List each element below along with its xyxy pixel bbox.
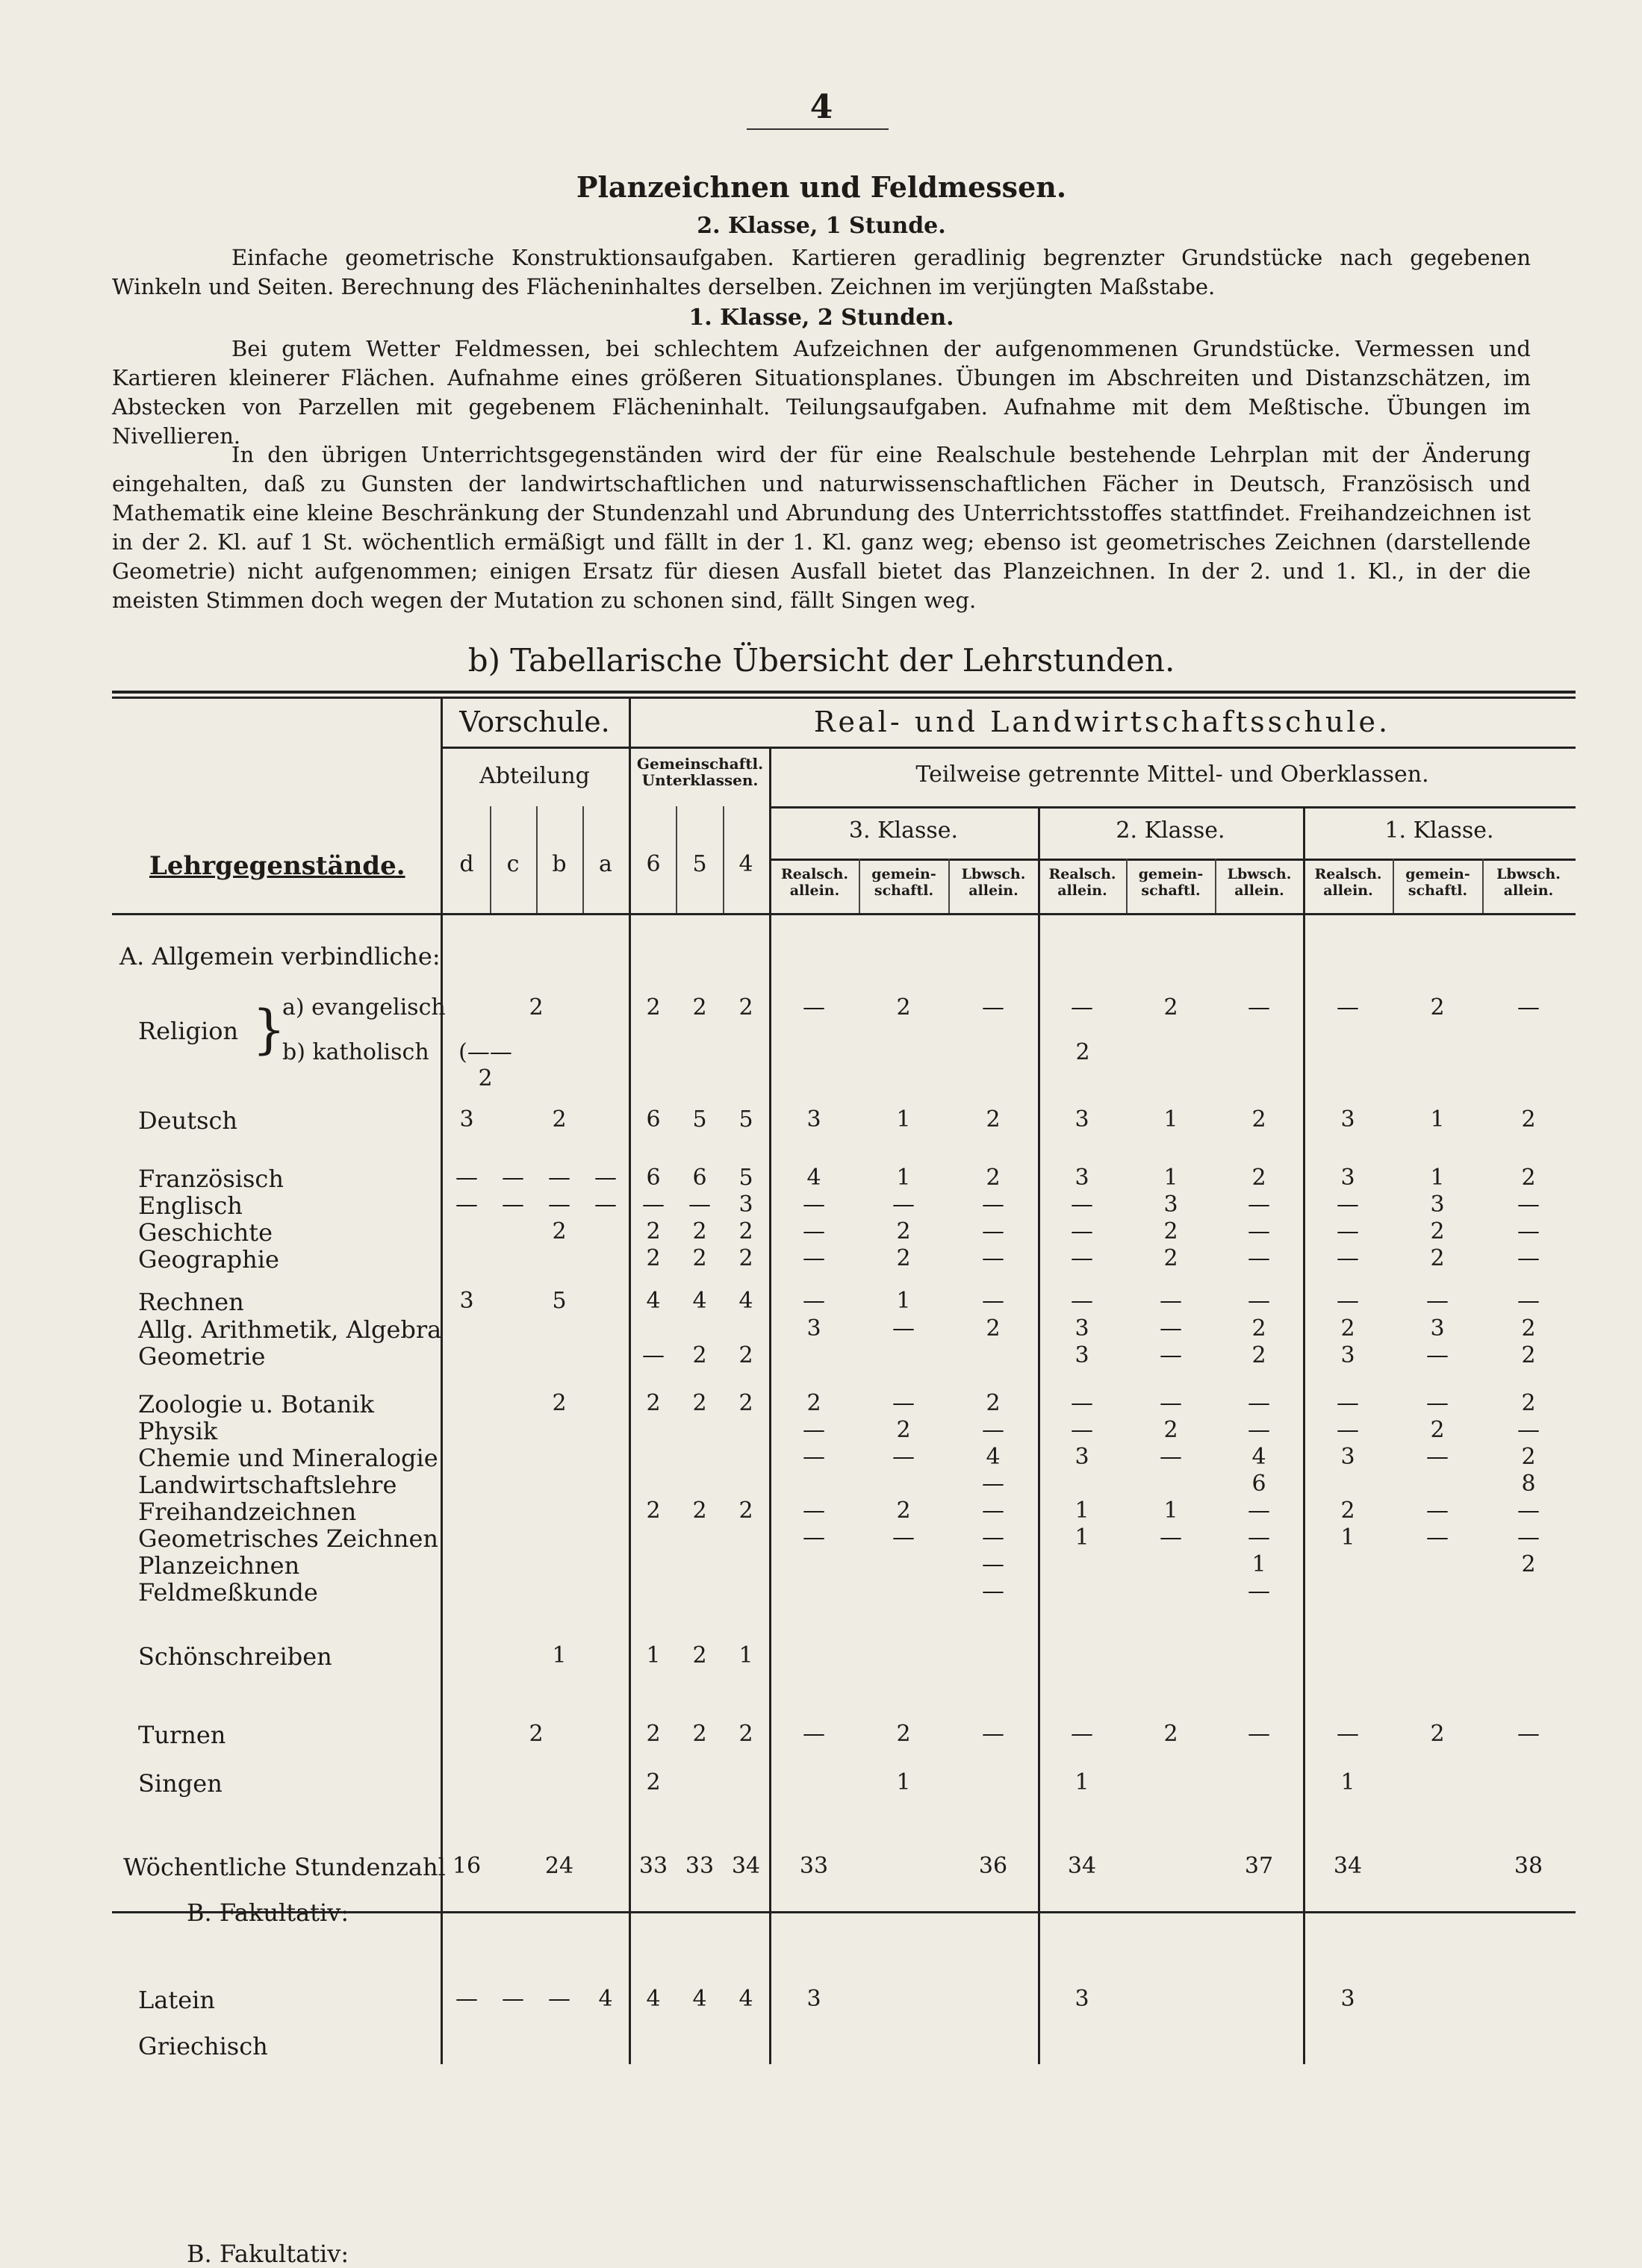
table-cell: 3 — [806, 1106, 821, 1133]
table-cell: — — [982, 1417, 1004, 1443]
table-cell: — — [502, 1165, 524, 1191]
klasse2-heading: 2. Klasse. — [1116, 817, 1225, 844]
table-cell: — — [1426, 1498, 1449, 1524]
table-cell: 2 — [896, 994, 911, 1021]
table-cell: 2 — [646, 1769, 661, 1795]
table-cell: — — [982, 1245, 1004, 1271]
table-cell: 2 — [692, 1245, 707, 1271]
table-cell: 3 — [1075, 1444, 1089, 1470]
table-cell: — — [1071, 1288, 1093, 1314]
table-cell: 4 — [646, 1986, 661, 2012]
table-cell: 3 — [1075, 1106, 1089, 1133]
table-cell: 2 — [738, 1245, 753, 1271]
table-cell: 2 — [1430, 1417, 1445, 1443]
subject-chemie: Chemie und Mineralogie — [138, 1444, 438, 1472]
table-cell: 2 — [1521, 1444, 1536, 1470]
table-cell: 2 — [738, 994, 753, 1021]
table-cell: 1 — [1075, 1769, 1089, 1795]
k1-gemein: gemein- schaftl. — [1405, 866, 1470, 899]
subject-singen: Singen — [138, 1769, 223, 1798]
subject-zoologie: Zoologie u. Botanik — [138, 1390, 374, 1418]
table-cell: 2 — [552, 1106, 567, 1133]
table-cell: 1 — [1251, 1551, 1266, 1577]
table-cell: 2 — [692, 1642, 707, 1669]
table-cell: — — [594, 1165, 617, 1191]
table-cell: — — [803, 994, 825, 1021]
table-cell: — — [1337, 994, 1359, 1021]
table-cell: 2 — [692, 1721, 707, 1747]
table-cell: 1 — [1430, 1165, 1445, 1191]
table-cell: 6 — [692, 1165, 707, 1191]
table-title: b) Tabellarische Übersicht der Lehrstunden. — [467, 642, 1175, 679]
table-cell: — — [803, 1524, 825, 1551]
table-cell: — — [1160, 1342, 1182, 1368]
table-cell: 2 — [1163, 1721, 1178, 1747]
table-cell: — — [1337, 1288, 1359, 1314]
class1-text: Bei gutem Wetter Feldmessen, bei schlechtem Aufzeichnen der aufgenommenen Grundstücke. Vermessen und Kartieren kleinerer Flächen. Aufnahme eines größeren Situationsplanes. Übungen im Abschreiten und Distanzschätzen, im Abstecken von Parzellen mit gegebenem Flächeninhalt. Teilungsaufgaben. Aufnahme mit dem Meßtische. Übungen im Nivellieren. — [112, 336, 1531, 449]
table-cell: — — [1160, 1444, 1182, 1470]
table-cell: 3 — [806, 1986, 821, 2012]
realschule-heading: Real- und Landwirtschaftsschule. — [813, 705, 1391, 738]
table-cell: 2 — [738, 1721, 753, 1747]
table-cell: 4 — [692, 1986, 707, 2012]
k2-gemein: gemein- schaftl. — [1138, 866, 1204, 899]
table-cell: — — [982, 1721, 1004, 1747]
table-cell: — — [982, 1551, 1004, 1577]
table-cell: — — [1517, 1721, 1540, 1747]
table-cell: 37 — [1244, 1853, 1274, 1879]
col-d: d — [459, 851, 474, 877]
subject-landwirtschaft: Landwirtschaftslehre — [138, 1471, 397, 1499]
table-cell: — — [803, 1288, 825, 1314]
table-cell: — — [803, 1245, 825, 1271]
class1-heading: 1. Klasse, 2 Stunden. — [688, 305, 954, 331]
table-cell: 2 — [896, 1218, 911, 1244]
table-cell: 2 — [986, 1390, 1001, 1416]
table-cell: — — [1248, 1721, 1270, 1747]
table-cell: — — [1071, 1417, 1093, 1443]
table-cell: — — [982, 1191, 1004, 1218]
table-cell: — — [803, 1417, 825, 1443]
table-cell: — — [1337, 1721, 1359, 1747]
table-cell: — — [1071, 994, 1093, 1021]
table-cell: — — [548, 1165, 570, 1191]
table-cell: — — [1248, 1578, 1270, 1604]
table-cell: — — [1517, 994, 1540, 1021]
subject-geom-zeichnen: Geometrisches Zeichnen — [138, 1524, 439, 1553]
table-cell: 5 — [738, 1165, 753, 1191]
table-cell: — — [803, 1498, 825, 1524]
table-cell: 2 — [1521, 1390, 1536, 1416]
table-cell: 1 — [896, 1106, 911, 1133]
vline-k3-right — [1038, 806, 1040, 2064]
table-cell: 2 — [738, 1342, 753, 1368]
table-cell: 2 — [552, 1218, 567, 1244]
table-cell: 1 — [1340, 1524, 1355, 1551]
table-cell: 5 — [692, 1106, 707, 1133]
table-cell: — — [455, 1165, 478, 1191]
subject-arithmetik: Allg. Arithmetik, Algebra — [138, 1315, 442, 1344]
table-cell: 2 — [738, 1498, 753, 1524]
subject-physik: Physik — [138, 1417, 218, 1445]
table-cell: — — [1337, 1417, 1359, 1443]
table-cell: 1 — [1075, 1498, 1089, 1524]
table-cell: 4 — [986, 1444, 1001, 1470]
table-cell: 2 — [692, 994, 707, 1021]
table-cell: — — [1337, 1218, 1359, 1244]
table-cell: — — [1517, 1191, 1540, 1218]
table-cell: — — [688, 1191, 711, 1218]
table-cell: 4 — [646, 1288, 661, 1314]
teilweise-heading: Teilweise getrennte Mittel- und Oberklassen. — [915, 761, 1429, 788]
table-cell: 2 — [806, 1390, 821, 1416]
table-cell: 33 — [638, 1853, 668, 1879]
k2-lbw: Lbwsch. allein. — [1227, 866, 1292, 899]
subject-deutsch: Deutsch — [138, 1106, 238, 1135]
table-cell: — — [1248, 1524, 1270, 1551]
subject-rechnen: Rechnen — [138, 1288, 244, 1316]
table-cell: 3 — [1340, 1986, 1355, 2012]
vorschule-heading: Vorschule. — [459, 705, 610, 738]
table-cell: 3 — [1340, 1106, 1355, 1133]
table-cell: 34 — [1333, 1853, 1363, 1879]
table-cell: — — [548, 1191, 570, 1218]
vline-k3a — [859, 859, 860, 913]
table-cell: 3 — [1430, 1315, 1445, 1342]
table-cell: — — [1071, 1721, 1093, 1747]
table-cell: — — [642, 1342, 665, 1368]
table-cell: 2 — [1075, 1039, 1090, 1065]
table-cell: 2 — [1163, 1245, 1178, 1271]
table-cell: 1 — [1163, 1106, 1178, 1133]
table-cell: 2 — [1251, 1165, 1266, 1191]
table-cell: 2 — [986, 1165, 1001, 1191]
table-cell: 2 — [738, 1218, 753, 1244]
table-cell: 2 — [1340, 1498, 1355, 1524]
table-cell: — — [982, 1218, 1004, 1244]
col-a: a — [599, 851, 612, 877]
table-cell: — — [982, 1524, 1004, 1551]
subject-schoenschreiben: Schönschreiben — [138, 1642, 332, 1671]
table-cell: — — [803, 1721, 825, 1747]
table-cell: 3 — [1075, 1315, 1089, 1342]
table-cell: 2 — [646, 1218, 661, 1244]
group-a-label: A. Allgemein verbindliche: — [119, 942, 441, 971]
table-cell: 2 — [986, 1106, 1001, 1133]
table-cell: 6 — [646, 1106, 661, 1133]
table-cell: 2 — [692, 1498, 707, 1524]
table-cell: 4 — [738, 1288, 753, 1314]
table-cell: 4 — [598, 1986, 613, 2012]
table-cell: — — [1248, 1191, 1270, 1218]
table-cell: — — [1426, 1390, 1449, 1416]
k3-lbw: Lbwsch. allein. — [961, 866, 1026, 899]
table-cell: 2 — [896, 1245, 911, 1271]
table-cell: 2 — [1430, 1245, 1445, 1271]
table-cell: 2 — [646, 1390, 661, 1416]
table-cell: — — [803, 1191, 825, 1218]
table-cell: 2 — [692, 1342, 707, 1368]
table-cell: — — [1248, 1417, 1270, 1443]
subject-feldmess: Feldmeßkunde — [138, 1578, 318, 1607]
table-cell: — — [1517, 1498, 1540, 1524]
table-cell: — — [455, 1191, 478, 1218]
table-cell: 3 — [459, 1288, 474, 1314]
table-cell: — — [642, 1191, 665, 1218]
table-cell: 33 — [685, 1853, 715, 1879]
table-cell: — — [1248, 994, 1270, 1021]
table-cell: 2 — [1521, 1342, 1536, 1368]
religion-brace: } — [252, 999, 286, 1060]
table-cell: 2 — [646, 1721, 661, 1747]
table-cell: 4 — [1251, 1444, 1266, 1470]
table-cell: — — [1248, 1390, 1270, 1416]
table-cell: 2 — [896, 1498, 911, 1524]
subject-franzoesisch: Französisch — [138, 1165, 284, 1193]
table-cell: 2 — [1430, 994, 1445, 1021]
table-cell: — — [1071, 1191, 1093, 1218]
table-cell: — — [1071, 1390, 1093, 1416]
table-cell: — — [1160, 1288, 1182, 1314]
rule-header-bottom — [112, 913, 1576, 915]
subject-latein: Latein — [138, 1986, 215, 2014]
table-cell: (——2 — [458, 1039, 512, 1091]
group-b-fakultativ: B. Fakultativ: — [187, 1898, 349, 1927]
klasse1-heading: 1. Klasse. — [1384, 817, 1494, 844]
table-cell: 2 — [1521, 1315, 1536, 1342]
table-cell: 8 — [1521, 1471, 1536, 1497]
table-cell: — — [1426, 1524, 1449, 1551]
gemeinschaftl-heading: Gemeinschaftl. Unterklassen. — [636, 755, 764, 789]
religion-katholisch: b) katholisch — [282, 1039, 429, 1065]
table-cell: 5 — [738, 1106, 753, 1133]
table-cell: — — [502, 1986, 524, 2012]
subject-geschichte: Geschichte — [138, 1218, 273, 1247]
col-c: c — [506, 851, 520, 877]
subject-geometrie: Geometrie — [138, 1342, 266, 1371]
group-b-label: B. Fakultativ: — [187, 2240, 349, 2268]
table-cell: 2 — [1251, 1315, 1266, 1342]
table-cell: 1 — [1340, 1769, 1355, 1795]
table-cell: — — [803, 1444, 825, 1470]
table-cell: 16 — [452, 1853, 482, 1879]
subject-planzeichnen: Planzeichnen — [138, 1551, 300, 1580]
table-cell: — — [982, 1578, 1004, 1604]
table-cell: — — [1517, 1417, 1540, 1443]
class2-text: Einfache geometrische Konstruktionsaufgaben. Kartieren geradlinig begrenzter Grundstücke nach gegebenen Winkeln und Seiten. Berechnung des Flächeninhaltes derselben. Zeichnen im verjüngten Maßstabe. — [112, 245, 1531, 299]
table-cell: 1 — [1163, 1165, 1178, 1191]
vline-k2b — [1215, 859, 1216, 913]
page-number-rule — [747, 128, 889, 130]
table-cell: — — [548, 1986, 570, 2012]
table-cell: — — [1517, 1245, 1540, 1271]
table-cell: — — [982, 1288, 1004, 1314]
table-cell: 2 — [738, 1390, 753, 1416]
table-cell: 2 — [896, 1417, 911, 1443]
table-cell: 3 — [1340, 1342, 1355, 1368]
table-cell: 2 — [1521, 1106, 1536, 1133]
table-cell: — — [1160, 1524, 1182, 1551]
table-cell: — — [892, 1444, 915, 1470]
table-cell: — — [1248, 1245, 1270, 1271]
table-cell: — — [1337, 1245, 1359, 1271]
page-number: 4 — [809, 88, 833, 126]
lehrgegenstaende-heading: Lehrgegenstände. — [149, 851, 405, 881]
table-cell: — — [1160, 1390, 1182, 1416]
rule-teilweise — [769, 806, 1576, 809]
table-top-rule — [112, 691, 1576, 694]
table-cell: 2 — [552, 1390, 567, 1416]
table-cell: — — [1337, 1390, 1359, 1416]
table-cell: 24 — [544, 1853, 574, 1879]
vline-k1a — [1393, 859, 1394, 913]
table-cell: 38 — [1514, 1853, 1543, 1879]
table-cell: — — [982, 1471, 1004, 1497]
table-cell: 2 — [529, 1721, 544, 1747]
col-6: 6 — [646, 851, 661, 877]
vline-k1b — [1482, 859, 1484, 913]
table-cell: 2 — [986, 1315, 1001, 1342]
table-cell: 3 — [1075, 1986, 1089, 2012]
table-cell: 6 — [1251, 1471, 1266, 1497]
subject-religion: Religion — [138, 1017, 239, 1045]
table-cell: 2 — [1430, 1218, 1445, 1244]
table-cell: 1 — [552, 1642, 567, 1669]
table-cell: 2 — [896, 1721, 911, 1747]
table-cell: 36 — [978, 1853, 1008, 1879]
table-cell: — — [892, 1524, 915, 1551]
table-cell: — — [1160, 1315, 1182, 1342]
table-cell: 3 — [1340, 1165, 1355, 1191]
table-cell: 2 — [692, 1218, 707, 1244]
class2-heading: 2. Klasse, 1 Stunde. — [697, 213, 946, 239]
table-cell: — — [1517, 1218, 1540, 1244]
table-cell: 2 — [1340, 1315, 1355, 1342]
table-cell: — — [1426, 1342, 1449, 1368]
table-cell: 3 — [806, 1315, 821, 1342]
table-cell: 2 — [1163, 994, 1178, 1021]
table-cell: 3 — [1075, 1165, 1089, 1191]
table-top-rule-2 — [112, 697, 1576, 699]
table-cell: 1 — [896, 1165, 911, 1191]
table-cell: 2 — [1163, 1417, 1178, 1443]
table-cell: 2 — [1430, 1721, 1445, 1747]
subject-turnen: Turnen — [138, 1721, 226, 1749]
table-cell: 4 — [692, 1288, 707, 1314]
table-cell: — — [892, 1390, 915, 1416]
table-cell: — — [1517, 1288, 1540, 1314]
rule-klasse — [769, 859, 1576, 861]
k3-gemein: gemein- schaftl. — [871, 866, 936, 899]
vline-k2a — [1126, 859, 1128, 913]
section-title: Planzeichnen und Feldmessen. — [576, 170, 1067, 204]
table-cell: — — [455, 1986, 478, 2012]
table-cell: 1 — [1163, 1498, 1178, 1524]
table-cell: 3 — [738, 1191, 753, 1218]
table-cell: 3 — [1430, 1191, 1445, 1218]
klasse3-heading: 3. Klasse. — [848, 817, 959, 844]
table-cell: 3 — [1075, 1342, 1089, 1368]
table-cell: — — [1337, 1191, 1359, 1218]
table-cell: 3 — [1163, 1191, 1178, 1218]
table-cell: 1 — [738, 1642, 753, 1669]
table-cell: — — [594, 1191, 617, 1218]
table-cell: 33 — [799, 1853, 829, 1879]
table-cell: 2 — [646, 1498, 661, 1524]
table-cell: — — [1248, 1498, 1270, 1524]
k1-lbw: Lbwsch. allein. — [1496, 866, 1561, 899]
table-cell: — — [502, 1191, 524, 1218]
table-cell: 1 — [896, 1769, 911, 1795]
table-cell: 4 — [806, 1165, 821, 1191]
table-cell: — — [1248, 1288, 1270, 1314]
subject-englisch: Englisch — [138, 1191, 243, 1220]
table-cell: 2 — [692, 1390, 707, 1416]
abteilung-heading: Abteilung — [479, 763, 590, 789]
k1-realsch: Realsch. allein. — [1314, 866, 1382, 899]
k2-realsch: Realsch. allein. — [1048, 866, 1116, 899]
table-cell: 2 — [529, 994, 544, 1021]
subject-geographie: Geographie — [138, 1245, 279, 1274]
table-cell: 6 — [646, 1165, 661, 1191]
table-cell: 4 — [738, 1986, 753, 2012]
table-cell: 2 — [1251, 1106, 1266, 1133]
table-cell: 34 — [731, 1853, 761, 1879]
table-cell: — — [1426, 1288, 1449, 1314]
rule-vor-real — [442, 747, 1576, 749]
table-cell: 2 — [646, 994, 661, 1021]
table-cell: 1 — [1430, 1106, 1445, 1133]
table-cell: — — [1517, 1524, 1540, 1551]
col-4: 4 — [738, 851, 753, 877]
vline-k2-right — [1303, 806, 1305, 2064]
subject-freihand: Freihandzeichnen — [138, 1498, 357, 1526]
table-cell: 1 — [646, 1642, 661, 1669]
table-cell: 1 — [1075, 1524, 1089, 1551]
closing-text: In den übrigen Unterrichtsgegenständen wird der für eine Realschule bestehende Lehrplan mit der Änderung eingehalten, daß zu Gunsten der landwirtschaftlichen und naturwissenschaftlichen Fächer in Deutsch, Französisch und Mathematik eine kleine Beschränkung der Stundenzahl und Abrundung des Unterrichtsstoffes stattfindet. Freihandzeichnen ist in der 2. Kl. auf 1 St. wöchentlich ermäßigt und fällt in der 1. Kl. ganz weg; ebenso ist geometrisches Zeichnen (darstellende Geometrie) nicht aufgenommen; einigen Ersatz für diesen Ausfall bietet das Planzeichnen. In der 2. und 1. Kl., in der die meisten Stimmen doch wegen der Mutation zu schonen sind, fällt Singen weg. — [112, 442, 1531, 613]
table-cell: 1 — [896, 1288, 911, 1314]
table-cell: 2 — [1521, 1551, 1536, 1577]
k3-realsch: Realsch. allein. — [780, 866, 849, 899]
table-cell: — — [803, 1218, 825, 1244]
religion-evangelisch: a) evangelisch — [282, 994, 446, 1021]
table-cell: 5 — [552, 1288, 567, 1314]
subject-griechisch: Griechisch — [138, 2032, 268, 2060]
table-cell: — — [892, 1191, 915, 1218]
vline-k3b — [948, 859, 950, 913]
table-cell: 2 — [1251, 1342, 1266, 1368]
table-cell: — — [982, 994, 1004, 1021]
col-5: 5 — [692, 851, 707, 877]
table-cell: 2 — [1521, 1165, 1536, 1191]
table-cell: — — [1071, 1218, 1093, 1244]
table-cell: — — [1426, 1444, 1449, 1470]
table-cell: 2 — [646, 1245, 661, 1271]
table-cell: 3 — [1340, 1444, 1355, 1470]
table-cell: — — [1071, 1245, 1093, 1271]
subject-wochenstunden: Wöchentliche Stundenzahl — [123, 1853, 446, 1881]
table-cell: 34 — [1067, 1853, 1097, 1879]
table-cell: — — [1248, 1218, 1270, 1244]
table-cell: — — [892, 1315, 915, 1342]
table-cell: 3 — [459, 1106, 474, 1133]
table-cell: 2 — [1163, 1218, 1178, 1244]
table-cell: — — [982, 1498, 1004, 1524]
col-b: b — [552, 851, 567, 877]
